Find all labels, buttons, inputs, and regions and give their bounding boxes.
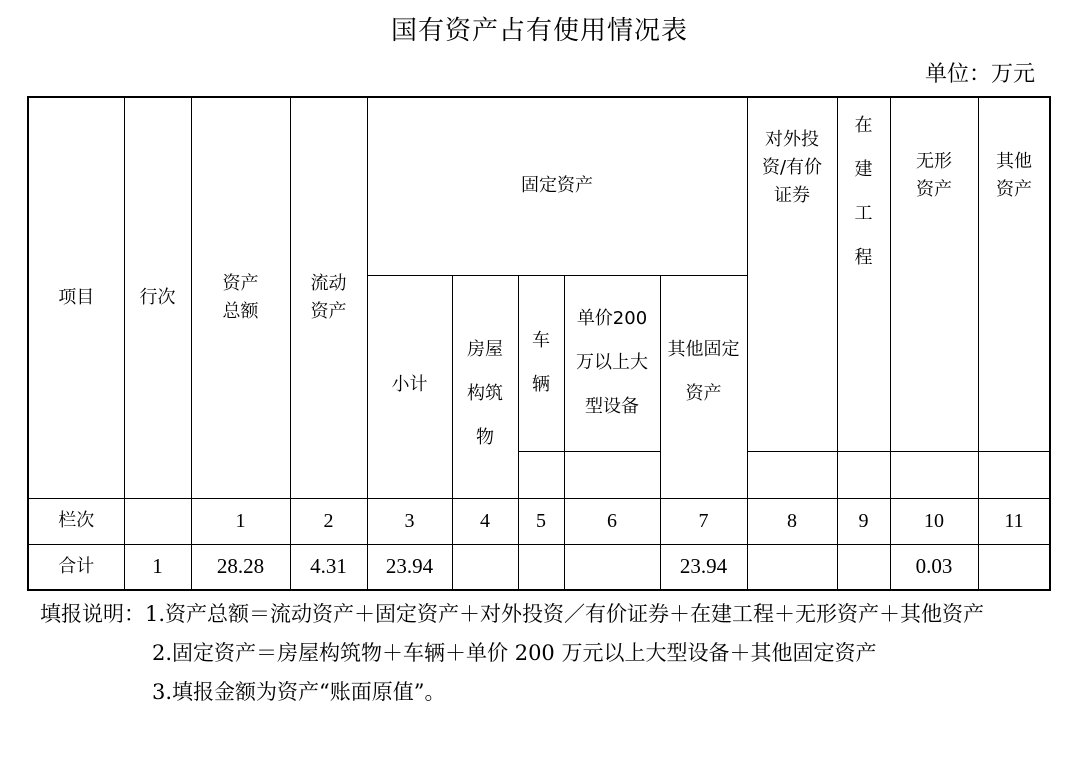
current-assets-value: 4.31 [290, 544, 367, 590]
col-num: 9 [837, 498, 890, 544]
col-num: 5 [518, 498, 564, 544]
header-item: 项目 [28, 97, 124, 498]
col-num: 8 [747, 498, 837, 544]
header-intangible: 无形资产 [890, 97, 978, 451]
note-2: 2.固定资产＝房屋构筑物＋车辆＋单价 200 万元以上大型设备＋其他固定资产 [152, 640, 877, 665]
column-number-row [28, 498, 1050, 544]
header-vehicles: 车辆 [518, 275, 564, 451]
col-num: 4 [452, 498, 518, 544]
header-construction: 在建工程 [837, 97, 890, 451]
note-1: 填报说明：1.资产总额＝流动资产＋固定资产＋对外投资／有价证券＋在建工程＋无形资产＋其他资产 [40, 602, 985, 626]
header-total-assets: 资产总额 [191, 97, 290, 498]
total-row-no: 1 [124, 544, 191, 590]
other-assets-value [978, 544, 1050, 590]
header-fixed-assets: 固定资产 [367, 97, 747, 275]
header-buildings: 房屋构筑物 [452, 275, 518, 498]
unit-label: 单位：万元 [924, 62, 1035, 87]
header-large-equipment: 单价200万以上大型设备 [564, 275, 660, 451]
total-row-label: 合计 [28, 544, 124, 590]
large-equipment-value [564, 544, 660, 590]
header-current-assets: 流动资产 [290, 97, 367, 498]
asset-table [27, 96, 1051, 591]
header-other-assets: 其他资产 [978, 97, 1050, 451]
col-num: 1 [191, 498, 290, 544]
intangible-value: 0.03 [890, 544, 978, 590]
column-row-label: 栏次 [28, 498, 124, 544]
note-3: 3.填报金额为资产“账面原值”。 [152, 679, 446, 704]
header-subtotal: 小计 [367, 275, 452, 498]
investment-value [747, 544, 837, 590]
col-num: 7 [660, 498, 747, 544]
col-num: 10 [890, 498, 978, 544]
construction-value [837, 544, 890, 590]
col-num: 11 [978, 498, 1050, 544]
total-assets-value: 28.28 [191, 544, 290, 590]
other-fixed-value: 23.94 [660, 544, 747, 590]
col-num: 3 [367, 498, 452, 544]
page-title: 国有资产占有使用情况表 [390, 16, 688, 46]
total-row [28, 544, 1050, 590]
col-num: 6 [564, 498, 660, 544]
buildings-value [452, 544, 518, 590]
filling-notes [40, 595, 1050, 712]
header-other-fixed: 其他固定资产 [660, 275, 747, 498]
header-investment: 对外投资/有价证券 [747, 97, 837, 451]
header-row-no: 行次 [124, 97, 191, 498]
vehicles-value [518, 544, 564, 590]
col-num: 2 [290, 498, 367, 544]
subtotal-value: 23.94 [367, 544, 452, 590]
